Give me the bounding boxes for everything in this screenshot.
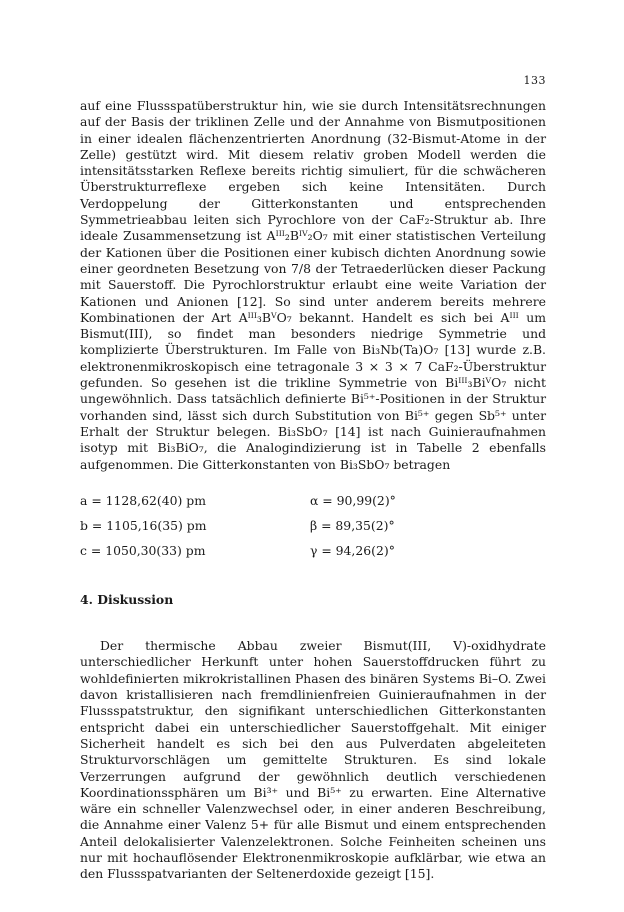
lattice-row-c — [80, 539, 546, 564]
page-number: 133 — [523, 74, 546, 87]
body-paragraph-2: Der thermische Abbau zweier Bismut(III, V)-oxidhydrate unterschiedlicher Herkunft unter hohen Sauerstoffdrucken führt zu wohldefinierten mikrokristallinen Phasen des binären Systems Bi–O. Zwei davon kristallisieren nach fremdlinienfreien Guinieraufnahmen in der Flussspatstruktur, den signifikant unterschiedlichen Gitterkonstanten entspricht dabei ein unterschiedlicher Sauerstoffgehalt. Mit einiger Sicherheit handelt es sich bei den aus Pulverdaten abgeleiteten Strukturvorschlägen um gemittelte Strukturen. Es sind lokale Verzerrungen aufgrund der gewöhnlich deutlich verschiedenen Koordinationssphären um Bi³⁺ und Bi⁵⁺ zu erwarten. Eine Alternative wäre ein schneller Valenzwechsel oder, in einer anderen Beschreibung, die Annahme einer Valenz 5+ für alle Bismut und einem entsprechenden Anteil delokalisierter Valenzelektronen. Solche Feinheiten scheinen uns nur mit hochauflösender Elektronenmikroskopie aufklärbar, wie etwa an den Flussspatvarianten der Seltenerdoxide gezeigt [15]. — [80, 638, 546, 882]
lattice-row-a — [80, 489, 546, 514]
lattice-a: a = 1128,62(40) pm — [80, 493, 206, 509]
section-heading: 4. Diskussion — [80, 591, 174, 607]
lattice-c: c = 1050,30(33) pm — [80, 543, 206, 559]
lattice-beta: β = 89,35(2)° — [310, 518, 395, 534]
lattice-constants — [80, 489, 546, 564]
body-paragraph-1: auf eine Flussspatüberstruktur hin, wie sie durch Intensitätsrechnungen auf der Basis der triklinen Zelle und der Annahme von Bismutpositionen in einer idealen flächenzentrierten Anordnung (32-Bismut-Atome in der Zelle) gestützt wird. Mit diesem relativ groben Modell werden die intensitätsstarken Reflexe bereits richtig simuliert, für die schwächeren Überstrukturreflexe ergeben sich keine Intensitäten. Durch Verdoppelung der Gitterkonstanten und entsprechenden Symmetrieabbau leiten sich Pyrochlore von der CaF₂-Struktur ab. Ihre ideale Zusammensetzung ist Aᴵᴵᴵ₂Bᴵⱽ₂O₇ mit einer statistischen Verteilung der Kationen über die Positionen einer kubisch dichten Anordnung sowie einer geordneten Besetzung von 7/8 der Tetraederlücken dieser Packung mit Sauerstoff. Die Pyrochlorstruktur erlaubt eine weite Variation der Kationen und Anionen [12]. So sind unter anderem bereits mehrere Kombinationen der Art Aᴵᴵᴵ₃BⱽO₇ bekannt. Handelt es sich bei Aᴵᴵᴵ um Bismut(III), so findet man besonders niedrige Symmetrie und komplizierte Überstrukturen. Im Falle von Bi₃Nb(Ta)O₇ [13] wurde z.B. elektronenmikroskopisch eine tetragonale 3 × 3 × 7 CaF₂-Überstruktur gefunden. So gesehen ist die trikline Symmetrie von Biᴵᴵᴵ₃BiⱽO₇ nicht ungewöhnlich. Dass tatsächlich definierte Bi⁵⁺-Positionen in der Struktur vorhanden sind, lässt sich durch Substitution von Bi⁵⁺ gegen Sb⁵⁺ unter Erhalt der Struktur belegen. Bi₃SbO₇ [14] ist nach Guinieraufnahmen isotyp mit Bi₃BiO₇, die Analogindizierung ist in Tabelle 2 ebenfalls aufgenommen. Die Gitterkonstanten von Bi₃SbO₇ betragen — [80, 98, 546, 472]
page-content — [80, 98, 546, 883]
lattice-b: b = 1105,16(35) pm — [80, 518, 207, 534]
lattice-row-b — [80, 514, 546, 539]
lattice-gamma: γ = 94,26(2)° — [310, 543, 395, 559]
lattice-alpha: α = 90,99(2)° — [310, 493, 396, 509]
